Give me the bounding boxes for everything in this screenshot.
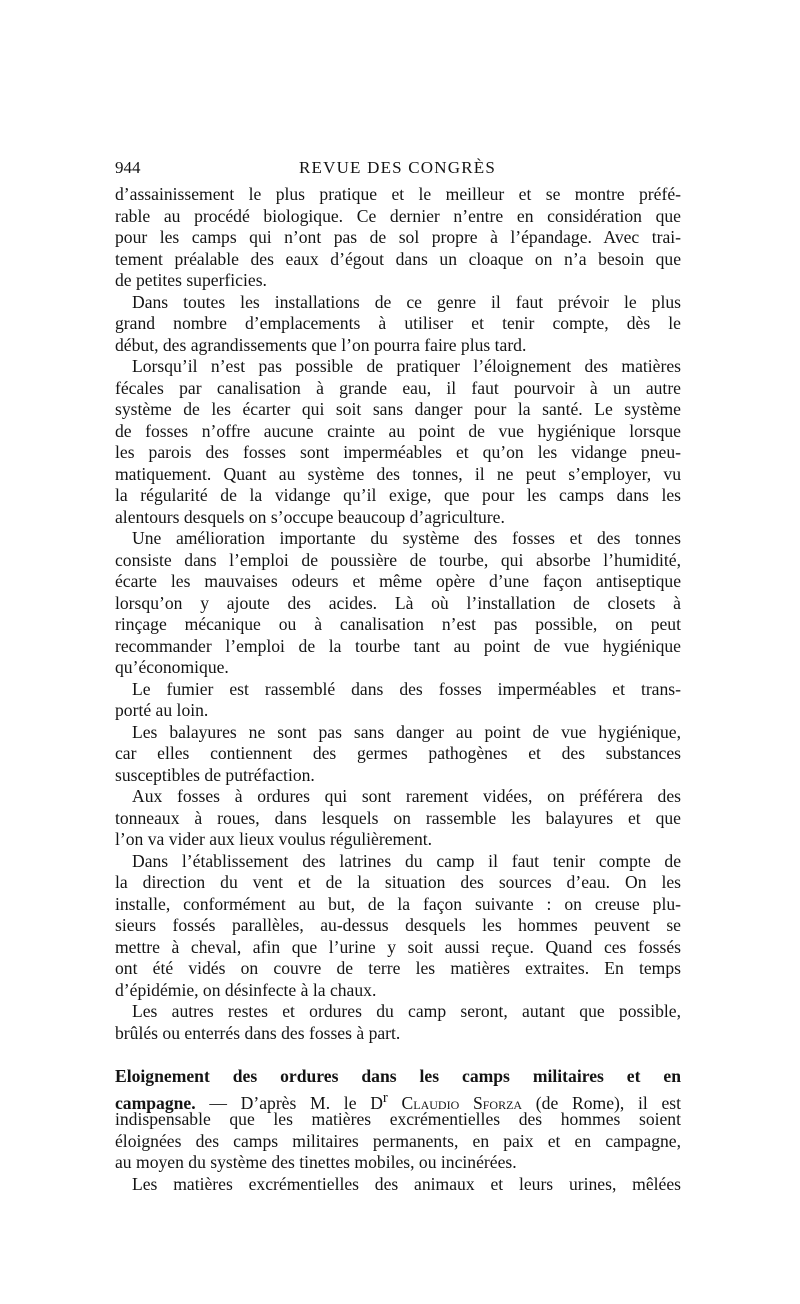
text-line: sieurs fossés parallèles, au-dessus desquels les hommes peuvent se xyxy=(115,915,681,935)
section-heading-cont: campagne. xyxy=(115,1092,196,1113)
text-line: Lorsqu’il n’est pas possible de pratiquer l’éloignement des matières xyxy=(132,356,681,376)
text-line: rable au procédé biologique. Ce dernier n’entre en considération que xyxy=(115,205,681,226)
running-title: REVUE DES CONGRÈS xyxy=(298,158,497,177)
text-line: d’assainissement le plus pratique et le meilleur et se montre préfé- xyxy=(115,184,681,204)
text-line: Les balayures ne sont pas sans danger au point de vue hygiénique, xyxy=(132,721,681,742)
text-line: alentours desquels on s’occupe beaucoup d’agriculture. xyxy=(115,506,505,527)
text-line: porté au loin. xyxy=(115,700,209,720)
paragraph xyxy=(115,851,681,1002)
text-line: brûlés ou enterrés dans des fosses à part. xyxy=(115,1022,401,1043)
paragraph xyxy=(115,679,681,722)
text-line: tement préalable des eaux d’égout dans un cloaque on n’a besoin que xyxy=(115,248,681,269)
text-line: indispensable que les matières excrémentielles des hommes soient xyxy=(115,1109,681,1129)
paragraph xyxy=(115,184,681,292)
paragraph xyxy=(115,528,681,679)
text-line: mettre à cheval, afin que l’urine y soit aussi reçue. Quand ces fossés xyxy=(115,936,681,957)
text-line: système de les écarter qui soit sans danger pour la santé. Le système xyxy=(115,399,681,419)
text-line: grand nombre d’emplacements à utiliser et tenir compte, dès le xyxy=(115,313,681,333)
text-line: la direction du vent et de la situation des sources d’eau. On les xyxy=(115,872,681,892)
text-line: l’on va vider aux lieux voulus régulièrement. xyxy=(115,829,433,849)
section-line xyxy=(115,1088,681,1113)
paragraph xyxy=(115,786,681,851)
paragraph xyxy=(115,356,681,528)
section-heading: Eloignement des ordures dans les camps militaires et en xyxy=(115,1066,681,1086)
author-origin: (de Rome), il est xyxy=(522,1092,681,1113)
text-line: de fosses n’offre aucune crainte au point de vue hygiénique lorsque xyxy=(115,420,681,441)
section-gap xyxy=(115,1044,681,1066)
text-line: recommander l’emploi de la tourbe tant au point de vue hygiénique xyxy=(115,635,681,656)
paragraphs xyxy=(115,184,681,1044)
text-line: Les autres restes et ordures du camp seront, autant que possible, xyxy=(132,1001,681,1021)
text-line: matiquement. Quant au système des tonnes, il ne peut s’employer, vu xyxy=(115,463,681,484)
author-intro: — D’après M. le D xyxy=(195,1092,383,1113)
paragraph xyxy=(115,1001,681,1044)
paragraph xyxy=(115,292,681,357)
page-header xyxy=(115,152,680,182)
text-line: fécales par canalisation à grande eau, il faut pourvoir à un autre xyxy=(115,377,681,398)
text-line: tonneaux à roues, dans lesquels on rassemble les balayures et que xyxy=(115,807,681,828)
text-line: lorsqu’on y ajoute des acides. Là où l’installation de closets à xyxy=(115,592,681,613)
author-name: Claudio Sforza xyxy=(401,1092,523,1113)
text-line: ont été vidés on couvre de terre les matières extraites. En temps xyxy=(115,958,681,978)
text-line: qu’économique. xyxy=(115,657,229,677)
text-line: d’épidémie, on désinfecte à la chaux. xyxy=(115,979,377,1000)
text-line: Dans l’établissement des latrines du camp il faut tenir compte de xyxy=(132,850,681,871)
section-text xyxy=(115,1109,681,1174)
text-line: Le fumier est rassemblé dans des fosses imperméables et trans- xyxy=(132,678,681,699)
text-line: début, des agrandissements que l’on pourra faire plus tard. xyxy=(115,334,527,355)
text-line: Dans toutes les installations de ce genre il faut prévoir le plus xyxy=(132,291,681,312)
text-line: éloignées des camps militaires permanents, en paix et en campagne, xyxy=(115,1130,681,1151)
text-line: car elles contiennent des germes pathogènes et des substances xyxy=(115,743,681,763)
text-line: pour les camps qui n’ont pas de sol propre à l’épandage. Avec trai- xyxy=(115,227,681,247)
text-line: consiste dans l’emploi de poussière de tourbe, qui absorbe l’humidité, xyxy=(115,549,681,570)
text-line: Aux fosses à ordures qui sont rarement vidées, on préférera des xyxy=(132,786,681,806)
section-eloignement xyxy=(115,1066,681,1195)
text-line: installe, conformément au but, de la façon suivante : on creuse plu- xyxy=(115,893,681,914)
page-body xyxy=(115,184,681,1195)
text-line: de petites superficies. xyxy=(115,270,267,290)
text-line: rinçage mécanique ou à canalisation n’est pas possible, on peut xyxy=(115,614,681,634)
section-last-line: Les matières excrémentielles des animaux et leurs urines, mêlées xyxy=(132,1173,681,1194)
text-line: les parois des fosses sont imperméables et qu’on les vidange pneu- xyxy=(115,442,681,462)
paragraph xyxy=(115,722,681,787)
text-line: au moyen du système des tinettes mobiles, ou incinérées. xyxy=(115,1152,517,1172)
page-number: 944 xyxy=(115,158,141,177)
text-line: Une amélioration importante du système des fosses et des tonnes xyxy=(132,528,681,548)
title-superscript: r xyxy=(382,1089,388,1106)
text-line: écarte les mauvaises odeurs et même opère d’une façon antiseptique xyxy=(115,571,681,591)
text-line: la régularité de la vidange qu’il exige, que pour les camps dans les xyxy=(115,485,681,505)
text-line: susceptibles de putréfaction. xyxy=(115,764,315,785)
